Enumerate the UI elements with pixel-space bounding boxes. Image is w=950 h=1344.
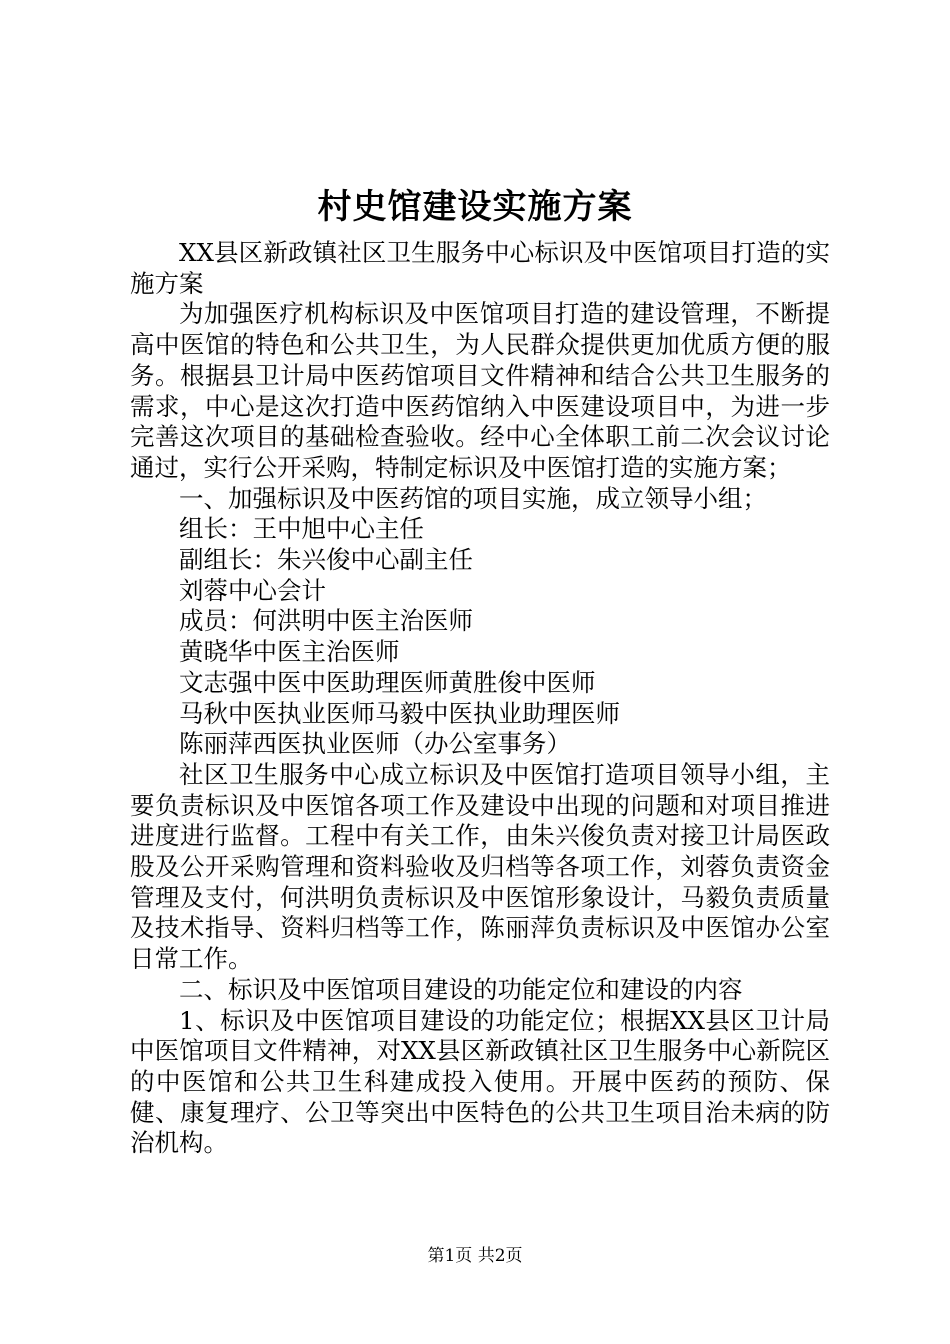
paragraph-14: 1、标识及中医馆项目建设的功能定位；根据XX县区卫计局中医馆项目文件精神，对XX县区新政镇社区卫生服务中心新院区的中医馆和公共卫生科建成投入使用。开展中医药的预防、保健、康复理疗、公卫等突出中医特色的公共卫生项目治未病的防治机构。	[130, 1005, 830, 1158]
document-title: 村史馆建设实施方案	[317, 187, 633, 227]
paragraph-1: XX县区新政镇社区卫生服务中心标识及中医馆项目打造的实施方案	[130, 238, 830, 298]
paragraph-6: 刘蓉中心会计	[179, 575, 326, 605]
document-body	[130, 238, 830, 1159]
paragraph-11: 陈丽萍西医执业医师（办公室事务）	[179, 729, 571, 759]
paragraph-4: 组长：王中旭中心主任	[179, 514, 424, 544]
paragraph-12: 社区卫生服务中心成立标识及中医馆打造项目领导小组，主要负责标识及中医馆各项工作及建设中出现的问题和对项目推进进度进行监督。工程中有关工作，由朱兴俊负责对接卫计局医政股及公开采购管理和资料验收及归档等各项工作，刘蓉负责资金管理及支付，何洪明负责标识及中医馆形象设计，马毅负责质量及技术指导、资料归档等工作，陈丽萍负责标识及中医馆办公室日常工作。	[130, 759, 830, 974]
paragraph-5: 副组长：朱兴俊中心副主任	[179, 545, 473, 575]
paragraph-8: 黄晓华中医主治医师	[179, 637, 400, 667]
paragraph-10: 马秋中医执业医师马毅中医执业助理医师	[179, 698, 620, 728]
page-footer: 第1页 共2页	[427, 1246, 523, 1266]
paragraph-7: 成员：何洪明中医主治医师	[179, 606, 473, 636]
paragraph-2: 为加强医疗机构标识及中医馆项目打造的建设管理，不断提高中医馆的特色和公共卫生，为人民群众提供更加优质方便的服务。根据县卫计局中医药馆项目文件精神和结合公共卫生服务的需求，中心是这次打造中医药馆纳入中医建设项目中，为进一步完善这次项目的基础检查验收。经中心全体职工前二次会议讨论通过，实行公开采购，特制定标识及中医馆打造的实施方案；	[130, 299, 830, 482]
paragraph-3: 一、加强标识及中医药馆的项目实施，成立领导小组；	[179, 483, 767, 513]
paragraph-9: 文志强中医中医助理医师黄胜俊中医师	[179, 667, 596, 697]
paragraph-13: 二、标识及中医馆项目建设的功能定位和建设的内容	[179, 974, 743, 1004]
